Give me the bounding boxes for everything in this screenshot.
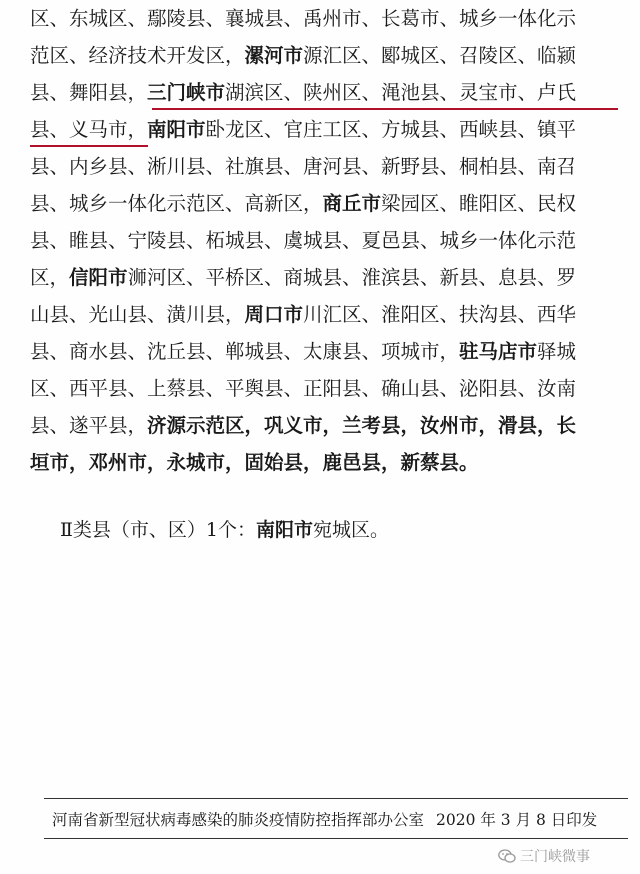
line-text: 区、西平县、上蔡县、平舆县、正阳县、确山县、泌阳县、汝南 bbox=[30, 377, 577, 400]
watermark-text: 三门峡微事 bbox=[520, 849, 590, 865]
text-line bbox=[30, 370, 610, 407]
footer-divider-bottom bbox=[44, 838, 628, 839]
text-line bbox=[30, 111, 610, 148]
bold-city-name: 垣市，邓州市，永城市，固始县，鹿邑县，新蔡县。 bbox=[30, 451, 479, 474]
bold-city-name: 周口市 bbox=[244, 303, 304, 326]
bold-city-name: 商丘市 bbox=[322, 192, 382, 215]
line-text: 县、城乡一体化示范区、高新区，商丘市梁园区、睢阳区、民权 bbox=[30, 192, 577, 215]
bold-city-name: 驻马店市 bbox=[459, 340, 538, 363]
bold-city-name: 漯河市 bbox=[244, 44, 304, 67]
text-line bbox=[30, 185, 610, 222]
line-text: 区、东城区、鄢陵县、襄城县、禹州市、长葛市、城乡一体化示 bbox=[30, 7, 577, 30]
text-line bbox=[30, 37, 610, 74]
category-two-notice: Ⅱ类县（市、区）1个：南阳市宛城区。 bbox=[60, 519, 390, 541]
bold-city-name: 三门峡市 bbox=[147, 81, 226, 104]
line-text: 县、睢县、宁陵县、柘城县、虞城县、夏邑县、城乡一体化示范 bbox=[30, 229, 577, 252]
bold-city-name: 济源示范区，巩义市，兰考县，汝州市，滑县，长 bbox=[147, 414, 577, 437]
line-text: 山县、光山县、潢川县，周口市川汇区、淮阳区、扶沟县、西华 bbox=[30, 303, 577, 326]
issuer-name: 河南省新型冠状病毒感染的肺炎疫情防控指挥部办公室 bbox=[52, 811, 425, 829]
line-text: 县、商水县、沈丘县、郸城县、太康县、项城市，驻马店市驿城 bbox=[30, 340, 577, 363]
wechat-icon bbox=[498, 849, 516, 864]
text-line bbox=[30, 74, 610, 111]
text-line bbox=[30, 0, 610, 37]
document-body bbox=[30, 0, 610, 481]
line-text: 县、内乡县、淅川县、社旗县、唐河县、新野县、桐柏县、南召 bbox=[30, 155, 577, 178]
issue-date: 2020 年 3 月 8 日印发 bbox=[436, 811, 598, 829]
text-line bbox=[30, 444, 610, 481]
line-text: 县、义马市，南阳市卧龙区、官庄工区、方城县、西峡县、镇平 bbox=[30, 118, 577, 141]
text-line bbox=[30, 148, 610, 185]
line-text: 范区、经济技术开发区，漯河市源汇区、郾城区、召陵区、临颍 bbox=[30, 44, 577, 67]
highlight-underline bbox=[152, 108, 618, 110]
text-line bbox=[30, 222, 610, 259]
bold-city-name: 南阳市 bbox=[256, 519, 314, 541]
bold-city-name: 南阳市 bbox=[147, 118, 206, 141]
account-watermark bbox=[498, 846, 590, 866]
text-line bbox=[30, 333, 610, 370]
line-text: 县、遂平县，济源示范区，巩义市，兰考县，汝州市，滑县，长 bbox=[30, 414, 577, 437]
line-text: 县、舞阳县，三门峡市湖滨区、陕州区、渑池县、灵宝市、卢氏 bbox=[30, 81, 577, 104]
highlight-underline bbox=[30, 145, 148, 147]
text-line bbox=[30, 259, 610, 296]
line-text bbox=[30, 451, 479, 474]
line-text: 区，信阳市浉河区、平桥区、商城县、淮滨县、新县、息县、罗 bbox=[30, 266, 577, 289]
bold-city-name: 信阳市 bbox=[69, 266, 128, 289]
footer-divider-top bbox=[44, 798, 628, 799]
text-line bbox=[30, 296, 610, 333]
text-line bbox=[30, 407, 610, 444]
